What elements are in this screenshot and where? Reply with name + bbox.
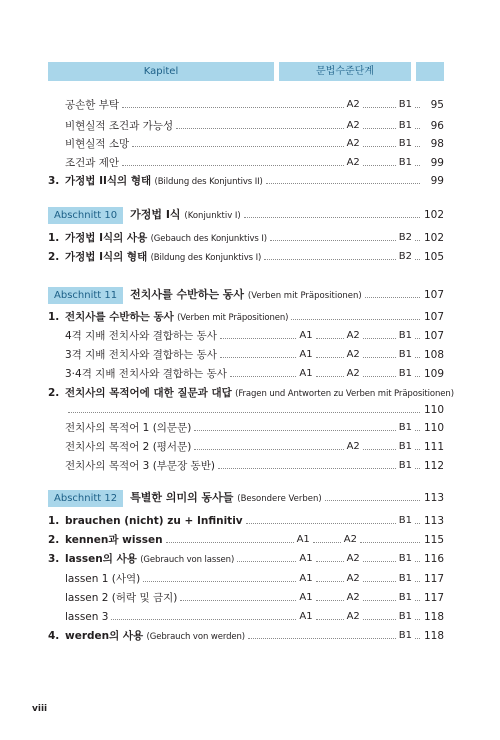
entry-title — [65, 384, 454, 403]
entry-title-de: (Gebauch des Konjunktivs I) — [150, 233, 267, 244]
dot-leader — [122, 165, 344, 166]
level-badge: A2 — [343, 534, 357, 545]
level-badge: A2 — [346, 120, 360, 131]
page-ref: 108 — [423, 349, 444, 361]
dot-leader — [363, 600, 396, 601]
header-kapitel: Kapitel — [48, 62, 274, 81]
entry-title — [65, 308, 288, 327]
page-ref: 99 — [430, 157, 444, 169]
level-badge: B1 — [398, 120, 412, 131]
entry-title-ko: 가정법 II식의 형태 — [65, 174, 152, 187]
toc-row — [48, 248, 444, 266]
toc-row — [48, 229, 444, 247]
entry-title: lassen 3 — [65, 611, 109, 623]
section-title-ko: 특별한 의미의 동사들 — [130, 490, 234, 504]
level-badge: B2 — [398, 232, 412, 243]
abschnitt-label: Abschnitt 12 — [48, 490, 123, 507]
page-ref: 110 — [423, 422, 444, 434]
entry-title — [65, 248, 261, 267]
toc-row — [48, 172, 444, 190]
entry-title-ko: 전치사의 목적어에 대한 질문과 대답 — [65, 386, 232, 399]
dot-leader — [415, 146, 420, 147]
dot-leader — [143, 581, 296, 582]
toc-row — [48, 419, 444, 437]
page-ref: 99 — [430, 175, 444, 187]
page-ref: 111 — [423, 441, 444, 453]
dot-leader — [132, 146, 343, 147]
section-title-de: (Besondere Verben) — [237, 493, 322, 504]
level-badge: B1 — [398, 630, 412, 641]
dot-leader — [363, 165, 396, 166]
level-badge: A1 — [299, 592, 313, 603]
entry-number: 2. — [48, 251, 60, 263]
entry-title: 조건과 제안 — [65, 157, 120, 169]
dot-leader — [415, 468, 420, 469]
dot-leader — [415, 581, 420, 582]
dot-leader — [194, 449, 343, 450]
dot-leader — [365, 297, 420, 298]
dot-leader — [415, 523, 420, 524]
dot-leader — [316, 338, 344, 339]
dot-leader — [363, 449, 396, 450]
level-badge: B1 — [398, 460, 412, 471]
toc-row — [48, 206, 444, 224]
dot-leader — [363, 107, 396, 108]
entry-title-ko: lassen의 사용 — [65, 552, 137, 565]
entry-title — [65, 550, 234, 569]
dot-leader — [68, 412, 420, 413]
page-ref: 102 — [423, 232, 444, 244]
level-badge: A1 — [299, 573, 313, 584]
toc-row — [48, 286, 444, 304]
entry-number: 1. — [48, 311, 60, 323]
dot-leader — [122, 107, 344, 108]
abschnitt-label: Abschnitt 10 — [48, 207, 123, 224]
toc-row — [48, 627, 444, 645]
entry-title — [65, 229, 267, 248]
toc-row — [48, 589, 444, 607]
page-ref: 107 — [423, 289, 444, 301]
dot-leader — [237, 561, 296, 562]
level-badge: B1 — [398, 441, 412, 452]
level-badge: B1 — [398, 349, 412, 360]
dot-leader — [244, 217, 420, 218]
level-badge: A1 — [299, 349, 313, 360]
dot-leader — [363, 146, 396, 147]
toc-row — [48, 531, 444, 549]
entry-number: 2. — [48, 387, 60, 399]
level-badge: A1 — [299, 611, 313, 622]
section-title — [130, 489, 322, 508]
entry-title-ko: werden의 사용 — [65, 629, 144, 642]
page-ref: 117 — [423, 573, 444, 585]
entry-title-de: (Gebrauch von lassen) — [140, 554, 235, 565]
toc-row — [48, 401, 444, 419]
page-ref: 109 — [423, 368, 444, 380]
dot-leader — [363, 338, 396, 339]
dot-leader — [220, 338, 296, 339]
level-badge: B1 — [398, 330, 412, 341]
page-ref: 118 — [423, 611, 444, 623]
dot-leader — [363, 619, 396, 620]
entry-title: lassen 2 (허락 및 금지) — [65, 592, 178, 604]
entry-number: 3. — [48, 175, 60, 187]
entry-title-ko: kennen과 wissen — [65, 534, 163, 546]
page-ref: 102 — [423, 209, 444, 221]
entry-title-ko: brauchen (nicht) zu + Infinitiv — [65, 515, 243, 527]
dot-leader — [415, 430, 420, 431]
dot-leader — [363, 357, 396, 358]
toc-row — [48, 96, 444, 114]
page-ref: 117 — [423, 592, 444, 604]
entry-title: 3·4격 지배 전치사와 결합하는 동사 — [65, 368, 227, 380]
level-badge: B1 — [398, 157, 412, 168]
dot-leader — [316, 581, 344, 582]
dot-leader — [266, 183, 420, 184]
section-title-de: (Verben mit Präpositionen) — [247, 290, 362, 301]
dot-leader — [270, 240, 396, 241]
dot-leader — [316, 600, 344, 601]
level-badge: A2 — [346, 157, 360, 168]
entry-number: 3. — [48, 553, 60, 565]
dot-leader — [194, 430, 395, 431]
entry-number: 2. — [48, 534, 60, 546]
level-badge: A2 — [346, 99, 360, 110]
header-level: 문법수준단계 — [279, 62, 411, 81]
dot-leader — [415, 600, 420, 601]
entry-title — [65, 172, 263, 191]
entry-title-de: (Gebrauch von werden) — [146, 631, 246, 642]
toc-row — [48, 346, 444, 364]
page-ref: 96 — [430, 120, 444, 132]
level-badge: A1 — [299, 368, 313, 379]
dot-leader — [111, 619, 296, 620]
entry-number: 1. — [48, 232, 60, 244]
entry-title — [65, 627, 245, 646]
dot-leader — [415, 376, 420, 377]
dot-leader — [415, 107, 420, 108]
level-badge: A2 — [346, 330, 360, 341]
level-badge: A2 — [346, 138, 360, 149]
entry-title-de: (Fragen und Antworten zu Verben mit Präpositionen) — [235, 388, 454, 399]
page-ref: 118 — [423, 630, 444, 642]
toc-row — [48, 117, 444, 135]
page-ref: 98 — [430, 138, 444, 150]
dot-leader — [316, 619, 344, 620]
toc-row — [48, 512, 444, 530]
toc-row — [48, 438, 444, 456]
entry-title: 전치사의 목적어 1 (의문문) — [65, 422, 192, 434]
header-page — [416, 62, 444, 81]
level-badge: B2 — [398, 251, 412, 262]
entry-title: 4격 지배 전치사와 결합하는 동사 — [65, 330, 217, 342]
dot-leader — [415, 240, 420, 241]
entry-title: 비현실적 조건과 가능성 — [65, 120, 174, 132]
dot-leader — [248, 638, 396, 639]
dot-leader — [363, 128, 396, 129]
page-ref: 115 — [423, 534, 444, 546]
level-badge: B1 — [398, 99, 412, 110]
entry-title-ko: 가정법 I식의 사용 — [65, 231, 148, 244]
level-badge: A1 — [296, 534, 310, 545]
dot-leader — [363, 561, 396, 562]
dot-leader — [180, 600, 296, 601]
dot-leader — [264, 259, 396, 260]
level-badge: B1 — [398, 368, 412, 379]
entry-title: 3격 지배 전치사와 결합하는 동사 — [65, 349, 217, 361]
level-badge: B1 — [398, 422, 412, 433]
entry-title: lassen 1 (사역) — [65, 573, 141, 585]
dot-leader — [360, 542, 420, 543]
level-badge: B1 — [398, 553, 412, 564]
dot-leader — [415, 165, 420, 166]
toc-row — [48, 550, 444, 568]
entry-title: 전치사의 목적어 2 (평서문) — [65, 441, 192, 453]
page-number: viii — [32, 704, 48, 714]
level-badge: B1 — [398, 592, 412, 603]
toc-row — [48, 135, 444, 153]
level-badge: A2 — [346, 592, 360, 603]
level-badge: B1 — [398, 573, 412, 584]
page-ref: 95 — [430, 99, 444, 111]
page-ref: 110 — [423, 404, 444, 416]
toc-row — [48, 308, 444, 326]
level-badge: B1 — [398, 515, 412, 526]
dot-leader — [316, 376, 344, 377]
level-badge: A1 — [299, 553, 313, 564]
dot-leader — [230, 376, 296, 377]
toc-row — [48, 608, 444, 626]
toc-row — [48, 489, 444, 507]
page-ref: 112 — [423, 460, 444, 472]
entry-title: 전치사의 목적어 3 (부문장 동반) — [65, 460, 215, 472]
dot-leader — [363, 376, 396, 377]
section-title-de: (Konjunktiv I) — [184, 210, 241, 221]
section-title-ko: 전치사를 수반하는 동사 — [130, 287, 245, 301]
page-ref: 107 — [423, 330, 444, 342]
page-ref: 113 — [423, 492, 444, 504]
toc-row — [48, 327, 444, 345]
dot-leader — [363, 581, 396, 582]
dot-leader — [415, 561, 420, 562]
entry-title-de: (Verben mit Präpositionen) — [177, 312, 289, 323]
entry-title-ko: 가정법 I식의 형태 — [65, 250, 148, 263]
toc-row — [48, 384, 454, 402]
dot-leader — [316, 357, 344, 358]
entry-title-de: (Bildung des Konjuntivs II) — [154, 176, 263, 187]
toc-row — [48, 154, 444, 172]
toc-row — [48, 570, 444, 588]
entry-title — [65, 531, 163, 549]
section-title — [130, 206, 241, 225]
section-title-ko: 가정법 I식 — [130, 207, 181, 221]
dot-leader — [415, 338, 420, 339]
page-ref: 113 — [423, 515, 444, 527]
level-badge: B1 — [398, 138, 412, 149]
dot-leader — [415, 259, 420, 260]
dot-leader — [291, 319, 420, 320]
page-ref: 105 — [423, 251, 444, 263]
level-badge: A2 — [346, 553, 360, 564]
dot-leader — [166, 542, 294, 543]
toc-row — [48, 457, 444, 475]
abschnitt-label: Abschnitt 11 — [48, 287, 123, 304]
dot-leader — [415, 638, 420, 639]
page-ref: 107 — [423, 311, 444, 323]
dot-leader — [415, 619, 420, 620]
page-ref: 116 — [423, 553, 444, 565]
dot-leader — [313, 542, 341, 543]
dot-leader — [316, 561, 344, 562]
level-badge: A2 — [346, 441, 360, 452]
entry-title — [65, 512, 243, 530]
level-badge: A2 — [346, 349, 360, 360]
dot-leader — [325, 500, 420, 501]
entry-title: 비현실적 소망 — [65, 138, 130, 150]
level-badge: B1 — [398, 611, 412, 622]
entry-number: 1. — [48, 515, 60, 527]
dot-leader — [220, 357, 296, 358]
level-badge: A2 — [346, 573, 360, 584]
entry-title-de: (Bildung des Konjunktivs I) — [150, 252, 262, 263]
entry-number: 4. — [48, 630, 60, 642]
dot-leader — [246, 523, 396, 524]
level-badge: A2 — [346, 611, 360, 622]
dot-leader — [415, 128, 420, 129]
dot-leader — [218, 468, 396, 469]
dot-leader — [176, 128, 343, 129]
dot-leader — [415, 449, 420, 450]
level-badge: A1 — [299, 330, 313, 341]
entry-title-ko: 전치사를 수반하는 동사 — [65, 310, 174, 323]
entry-title: 공손한 부탁 — [65, 99, 120, 111]
section-title — [130, 286, 362, 305]
level-badge: A2 — [346, 368, 360, 379]
toc-row — [48, 365, 444, 383]
dot-leader — [415, 357, 420, 358]
